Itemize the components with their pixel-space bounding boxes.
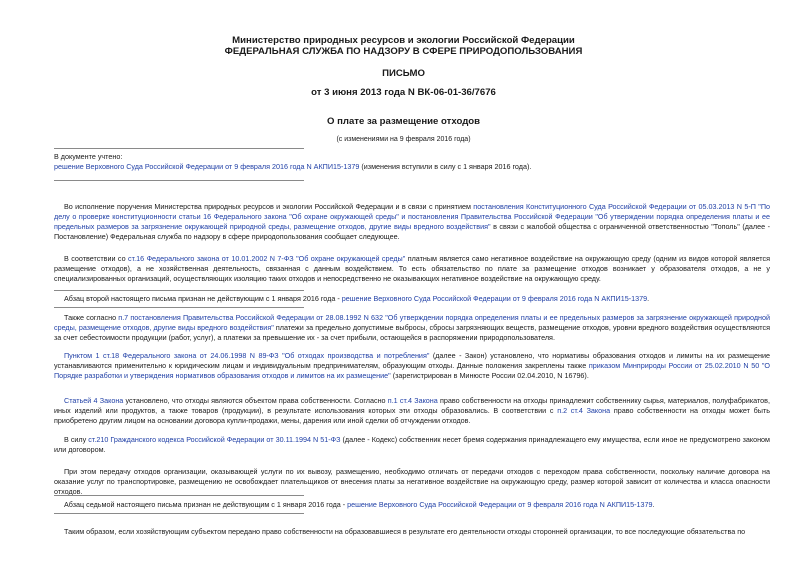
paragraph-text: (зарегистрирован в Минюсте России 02.04.2010, N 16796).: [390, 371, 589, 380]
paragraph-text: (далее - Закон) установлено, что нормативы образования отходов и лимиты на их размещение устанавливаются применительно к юридическим лицам и индивидуальным предпринимателям, образующим отходы. Данные положения закреплены также: [54, 351, 770, 370]
court-decision-link[interactable]: решение Верховного Суда Российской Федерации от 9 февраля 2016 года N АКПИ15-1379: [341, 294, 648, 303]
divider: [54, 307, 304, 308]
amendment-intro: В документе учтено:: [54, 152, 123, 161]
note-text: .: [647, 294, 650, 303]
doc-type: ПИСЬМО: [382, 68, 425, 79]
note-text: Абзац второй настоящего письма признан не действующим с 1 января 2016 года -: [64, 294, 342, 303]
constitutional-court-link[interactable]: постановления Конституционного Суда Российской Федерации от 05.03.2013 N 5-П "По делу о проверке конституционности статьи 16 Федерального закона "Об охране окружающей среды" и постановления Правительства Российской Федерации "Об утверждении порядка определения платы и ее предельных размеров за загрязнение окружающей природной среды, размещение отходов, другие виды вредного воздействия": [54, 202, 771, 231]
note-text: .: [652, 500, 655, 509]
paragraph-text: В соответствии со: [64, 254, 129, 263]
divider: [54, 180, 304, 181]
amendment-note: [54, 152, 770, 172]
court-decision-link[interactable]: решение Верховного Суда Российской Федерации от 9 февраля 2016 года N АКПИ15-1379: [347, 500, 653, 509]
note-text: Абзац седьмой настоящего письма признан не действующим с 1 января 2016 года -: [64, 500, 348, 509]
page-title: О плате за размещение отходов: [326, 116, 481, 127]
paragraph-2: [54, 254, 770, 284]
order-50-link[interactable]: приказом Минприроды России от 25.02.2010 N 50 "О Порядке разработки и утверждения нормативов образования отходов и лимитов на их размещение": [54, 361, 770, 380]
divider: [54, 495, 304, 496]
paragraph-text: Во исполнение поручения Министерства природных ресурсов и экологии Российской Федерации и в связи с принятием: [64, 202, 474, 211]
paragraph-4: [54, 351, 770, 381]
divider: [54, 290, 304, 291]
paragraph-text: Также согласно: [64, 313, 119, 322]
court-decision-link[interactable]: решение Верховного Суда Российской Федерации от 9 февраля 2016 года N АКПИ15-1379: [54, 162, 360, 171]
paragraph-text: В силу: [64, 435, 89, 444]
invalidation-note-2: [54, 500, 770, 510]
civil-code-link[interactable]: ст.210 Гражданского кодекса Российской Федерации от 30.11.1994 N 51-ФЗ: [88, 435, 341, 444]
paragraph-text: право собственности на отходы принадлежит собственнику сырья, материалов, полуфабрикатов, иных изделий или продуктов, а также товаров (продукции), в результате использования которых эти отходы образовались. В соответствии с: [54, 396, 770, 415]
clause-1-article-4-link[interactable]: п.1 ст.4 Закона: [387, 396, 438, 405]
paragraph-text: право собственности на отходы может быть приобретено другим лицом на основании договора купли-продажи, мены, дарения или иной сделки об отчуждении отходов.: [54, 406, 770, 425]
paragraph-5: [54, 396, 770, 426]
law-89fz-link[interactable]: Пунктом 1 ст.18 Федерального закона от 24.06.1998 N 89-ФЗ "Об отходах производства и потребления": [64, 351, 430, 360]
paragraph-3: [54, 313, 770, 343]
paragraph-text: (далее - Кодекс) собственник несет бремя содержания принадлежащего ему имущества, если иное не предусмотрено законом или договором.: [54, 435, 770, 454]
revision-note: (с изменениями на 9 февраля 2016 года): [336, 136, 471, 143]
service-name: ФЕДЕРАЛЬНАЯ СЛУЖБА ПО НАДЗОРУ В СФЕРЕ ПРИРОДОПОЛЬЗОВАНИЯ: [224, 46, 583, 57]
paragraph-text: установлено, что отходы являются объектом права собственности. Согласно: [123, 396, 388, 405]
paragraph-text: в связи с жалобой общества с ограниченной ответственностью "Тополь" (далее - Постановление) Федеральная служба по надзору в сфере природопользования сообщает следующее.: [54, 222, 770, 241]
resolution-632-link[interactable]: п.7 постановления Правительства Российской Федерации от 28.08.1992 N 632 "Об утверждении порядка определения платы и ее предельных размеров за загрязнение окружающей природной среды, размещение отходов, другие виды вредного воздействия": [54, 313, 770, 332]
article-4-link[interactable]: Статьей 4 Закона: [64, 396, 124, 405]
paragraph-text: платежи за предельно допустимые выбросы, сбросы загрязняющих веществ, размещение отходов, уровни вредного воздействия осуществляются за счет себестоимости продукции (работ, услуг), а платежи за превышение их - за счет прибыли, остающейся в распоряжении природопользователя.: [54, 323, 771, 342]
law-7fz-link[interactable]: ст.16 Федерального закона от 10.01.2002 N 7-ФЗ "Об охране окружающей среды": [128, 254, 406, 263]
invalidation-note-1: [54, 294, 770, 304]
divider: [54, 513, 304, 514]
doc-date: от 3 июня 2013 года N ВК-06-01-36/7676: [311, 87, 496, 98]
amendment-line: [54, 162, 770, 172]
paragraph-text: платным является само негативное воздействие на окружающую среду (одним из видов которой является размещение отходов), а не хозяйственная деятельность, связанная с данным воздействием. То есть обязательство по плате за размещение отходов возникает у образователя отходов, а не у специализированных организаций, осуществляющих изоляцию таких отходов и непосредственно не оказывающих негативное воздействие на окружающую среду.: [54, 254, 770, 283]
ministry-name: Министерство природных ресурсов и экологии Российской Федерации: [232, 35, 575, 46]
clause-2-article-4-link[interactable]: п.2 ст.4 Закона: [557, 406, 611, 415]
paragraph-8: Таким образом, если хозяйствующим субъектом передано право собственности на образовавшиеся в результате его деятельности отходы сторонней организации, то все последующие обязательства по: [64, 527, 746, 536]
paragraph-7: При этом передачу отходов организации, оказывающей услуги по их вывозу, размещению, необходимо отличать от передачи отходов с переходом права собственности, поскольку наличие договора на оказание услуг по транспортировке, размещению не освобождает плательщиков от внесения платы за негативное воздействие на окружающую среду, размер которой зависит от количества и класса опасности отходов.: [54, 467, 770, 496]
divider: [54, 148, 304, 149]
paragraph-6: [54, 435, 770, 455]
amendment-tail: (изменения вступили в силу с 1 января 2016 года).: [359, 162, 532, 171]
paragraph-1: [54, 202, 770, 242]
